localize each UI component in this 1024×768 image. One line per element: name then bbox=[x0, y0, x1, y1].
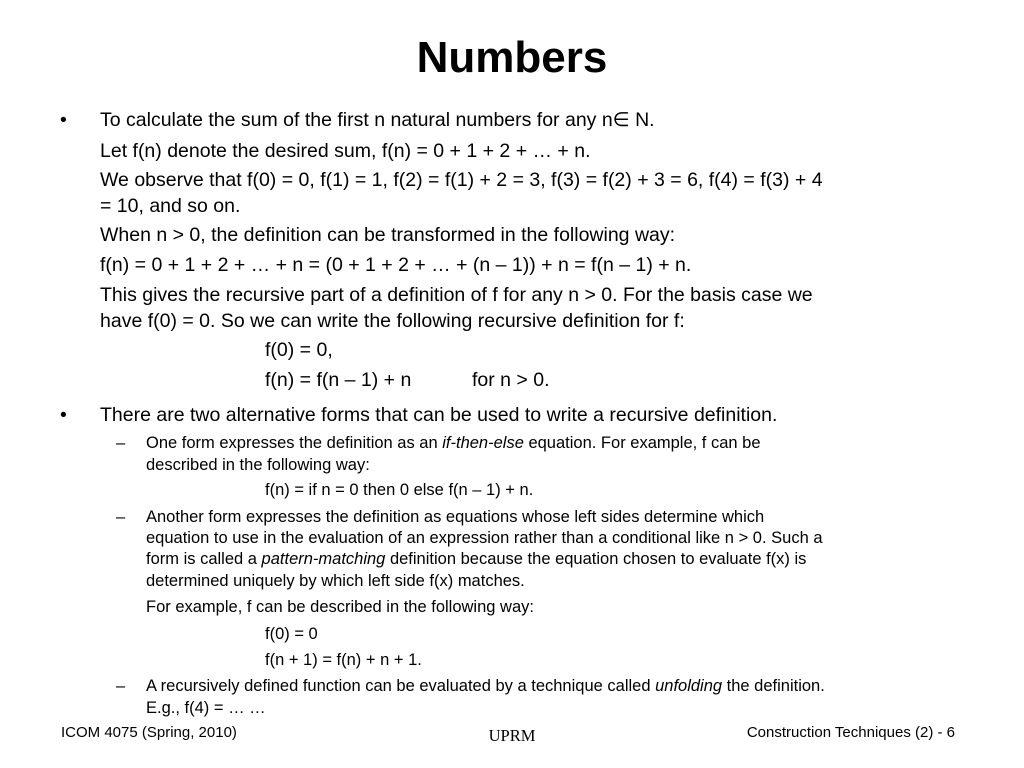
sub1-line-a: One form expresses the definition as an if-then-else equation. For example, f can be bbox=[146, 434, 761, 452]
sub-bullet-marker: – bbox=[116, 434, 126, 452]
footer-course: ICOM 4075 (Spring, 2010) bbox=[61, 724, 237, 741]
sub2-line-a: Another form expresses the definition as equations whose left sides determine which bbox=[146, 508, 765, 526]
sub3-line-b: E.g., f(4) = … … bbox=[146, 699, 266, 717]
if-then-else-equation: f(n) = if n = 0 then 0 else f(n – 1) + n. bbox=[265, 481, 534, 499]
bullet1-line6b: have f(0) = 0. So we can write the following recursive definition for f: bbox=[100, 310, 685, 332]
recursive-def-base: f(0) = 0, bbox=[265, 339, 333, 361]
bullet1-line6a: This gives the recursive part of a definition of f for any n > 0. For the basis case we bbox=[100, 284, 813, 306]
pattern-equation-base: f(0) = 0 bbox=[265, 625, 318, 643]
sub1-line-b: described in the following way: bbox=[146, 456, 370, 474]
bullet-marker: • bbox=[60, 109, 67, 131]
bullet-marker: • bbox=[60, 404, 67, 426]
slide-title: Numbers bbox=[416, 33, 608, 82]
bullet1-line4: When n > 0, the definition can be transformed in the following way: bbox=[100, 224, 676, 246]
sub2-line-c: form is called a pattern-matching definition because the equation chosen to evaluate f(x) is bbox=[146, 550, 807, 568]
sub-bullet-marker: – bbox=[116, 508, 126, 526]
sub2-line-e: For example, f can be described in the following way: bbox=[146, 598, 534, 616]
bullet1-line3b: = 10, and so on. bbox=[100, 195, 241, 217]
sub2-line-b: equation to use in the evaluation of an expression rather than a conditional like n > 0. Such a bbox=[146, 529, 823, 547]
bullet1-line3a: We observe that f(0) = 0, f(1) = 1, f(2) = f(1) + 2 = 3, f(3) = f(2) + 3 = 6, f(4) = f(3) + 4 bbox=[100, 169, 823, 191]
recursive-def-condition: for n > 0. bbox=[472, 369, 550, 391]
term-pattern-matching: pattern-matching bbox=[261, 550, 386, 568]
bullet2-line1: There are two alternative forms that can be used to write a recursive definition. bbox=[100, 404, 778, 426]
bullet1-line1: To calculate the sum of the first n natural numbers for any n∈ N. bbox=[100, 109, 655, 131]
pattern-equation-step: f(n + 1) = f(n) + n + 1. bbox=[265, 651, 422, 669]
recursive-def-step: f(n) = f(n – 1) + n bbox=[265, 369, 412, 391]
bullet1-line5: f(n) = 0 + 1 + 2 + … + n = (0 + 1 + 2 + … + (n – 1)) + n = f(n – 1) + n. bbox=[100, 254, 692, 276]
term-unfolding: unfolding bbox=[655, 677, 723, 695]
bullet1-line2: Let f(n) denote the desired sum, f(n) = 0 + 1 + 2 + … + n. bbox=[100, 140, 591, 162]
sub-bullet-marker: – bbox=[116, 677, 126, 695]
footer-slide-number: Construction Techniques (2) - 6 bbox=[746, 724, 955, 741]
sub2-line-d: determined uniquely by which left side f(x) matches. bbox=[146, 572, 525, 590]
sub3-line-a: A recursively defined function can be evaluated by a technique called unfolding the definition. bbox=[146, 677, 825, 695]
term-if-then-else: if-then-else bbox=[442, 434, 524, 452]
footer-institution: UPRM bbox=[488, 726, 536, 745]
